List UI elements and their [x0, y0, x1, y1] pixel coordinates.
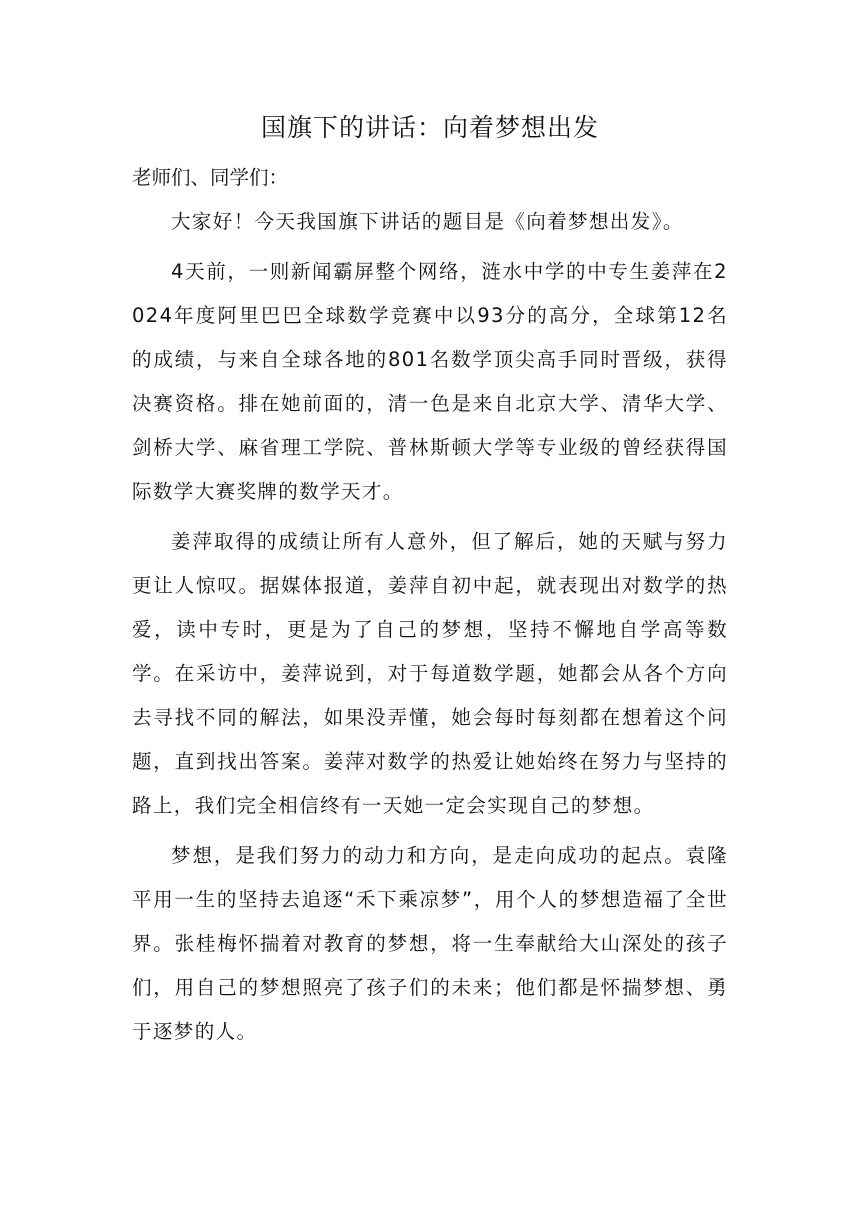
salutation: 老师们、同学们： — [132, 166, 289, 189]
paragraph-effort: 姜萍取得的成绩让所有人意外，但了解后，她的天赋与努力更让人惊叹。据媒体报道，姜萍自初中起，就表现出对数学的热爱，读中专时，更是为了自己的梦想，坚持不懈地自学高等数学。在采访中，姜萍说到，对于每道数学题，她都会从各个方向去寻找不同的解法，如果没弄懂，她会每时每刻都在想着这个问题，直到找出答案。姜萍对数学的热爱让她始终在努力与坚持的路上，我们完全相信终有一天她一定会实现自己的梦想。 — [132, 530, 728, 817]
paragraph-greeting: 大家好！今天我国旗下讲话的题目是《向着梦想出发》。 — [171, 210, 684, 233]
paragraph-news: 4天前，一则新闻霸屏整个网络，涟水中学的中专生姜萍在2024年度阿里巴巴全球数学竞赛中以93分的高分，全球第12名的成绩，与来自全球各地的801名数学顶尖高手同时晋级，获得决赛资格。排在她前面的，清一色是来自北京大学、清华大学、剑桥大学、麻省理工学院、普林斯顿大学等专业级的曾经获得国际数学大赛奖牌的数学天才。 — [132, 260, 728, 503]
paragraph-dream: 梦想，是我们努力的动力和方向，是走向成功的起点。袁隆平用一生的坚持去追逐“禾下乘凉梦”，用个人的梦想造福了全世界。张桂梅怀揣着对教育的梦想，将一生奉献给大山深处的孩子们，用自己的梦想照亮了孩子们的未来；他们都是怀揣梦想、勇于逐梦的人。 — [132, 844, 728, 1043]
document-title: 国旗下的讲话：向着梦想出发 — [260, 113, 599, 142]
